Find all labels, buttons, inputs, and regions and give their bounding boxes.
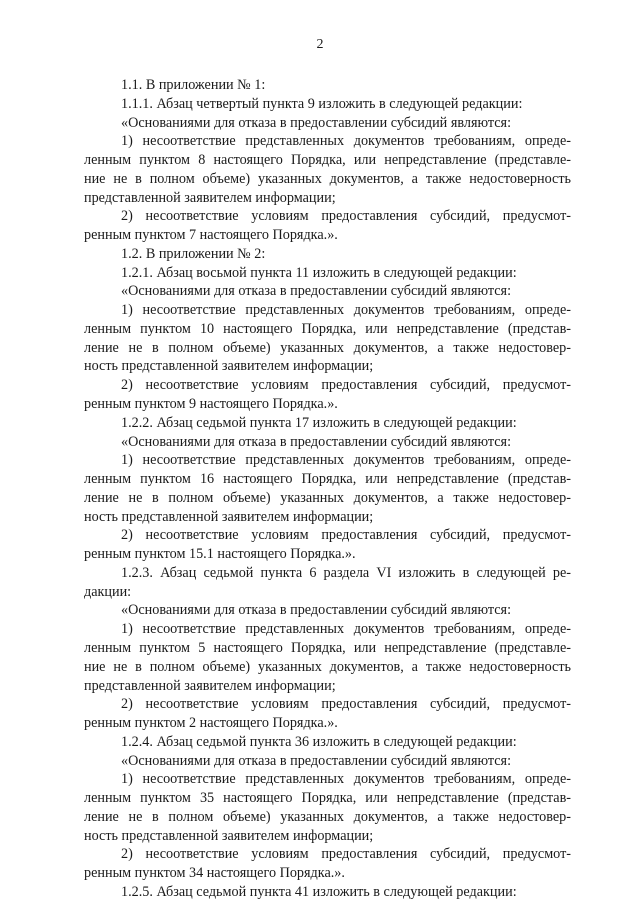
text-line: ленным пунктом 35 настоящего Порядка, или непредставление (представ- <box>84 790 571 807</box>
text-line: 1.1.1. Абзац четвертый пункта 9 изложить в следующей редакции: <box>121 95 523 112</box>
text-line: ренным пунктом 7 настоящего Порядка.». <box>84 227 338 244</box>
text-line: ность представленной заявителем информации; <box>84 827 374 844</box>
text-line: ренным пунктом 9 настоящего Порядка.». <box>84 396 338 413</box>
text-line: представленной заявителем информации; <box>84 677 336 694</box>
text-line: 2) несоответствие условиям предоставления субсидий, предусмот- <box>121 527 571 544</box>
text-line: ренным пунктом 15.1 настоящего Порядка.». <box>84 546 356 563</box>
text-line: 2) несоответствие условиям предоставления субсидий, предусмот- <box>121 208 571 225</box>
text-line: 1) несоответствие представленных документов требованиям, опреде- <box>121 452 571 469</box>
text-line: представленной заявителем информации; <box>84 189 336 206</box>
text-line: ренным пунктом 2 настоящего Порядка.». <box>84 715 338 732</box>
text-line: ность представленной заявителем информации; <box>84 358 374 375</box>
text-line: «Основаниями для отказа в предоставлении субсидий являются: <box>121 114 512 131</box>
text-line: 1.2.2. Абзац седьмой пункта 17 изложить в следующей редакции: <box>121 414 517 431</box>
text-line: 1) несоответствие представленных документов требованиям, опреде- <box>121 302 571 319</box>
text-line: 1.2. В приложении № 2: <box>121 245 266 262</box>
text-line: «Основаниями для отказа в предоставлении субсидий являются: <box>121 283 512 300</box>
text-line: ние не в полном объеме) указанных документов, а также недостоверность <box>84 658 571 675</box>
text-line: 1.2.1. Абзац восьмой пункта 11 изложить в следующей редакции: <box>121 264 517 281</box>
text-line: ление не в полном объеме) указанных документов, а также недостовер- <box>84 489 571 506</box>
text-line: «Основаниями для отказа в предоставлении субсидий являются: <box>121 602 512 619</box>
text-line: 2) несоответствие условиям предоставления субсидий, предусмот- <box>121 846 571 863</box>
text-line: ленным пунктом 16 настоящего Порядка, или непредставление (представ- <box>84 471 571 488</box>
text-line: 1.2.3. Абзац седьмой пункта 6 раздела VI изложить в следующей ре- <box>121 564 571 581</box>
text-line: 1) несоответствие представленных документов требованиям, опреде- <box>121 621 571 638</box>
text-line: ренным пунктом 34 настоящего Порядка.». <box>84 865 345 882</box>
text-line: ление не в полном объеме) указанных документов, а также недостовер- <box>84 339 571 356</box>
text-line: «Основаниями для отказа в предоставлении субсидий являются: <box>121 433 512 450</box>
text-line: ние не в полном объеме) указанных документов, а также недостоверность <box>84 170 571 187</box>
document-body <box>84 76 571 902</box>
text-line: 1.1. В приложении № 1: <box>121 77 266 93</box>
text-line: ленным пунктом 8 настоящего Порядка, или непредставление (представле- <box>84 152 571 169</box>
text-line: ность представленной заявителем информации; <box>84 508 374 525</box>
text-line: 1.2.5. Абзац седьмой пункта 41 изложить в следующей редакции: <box>121 883 517 900</box>
text-line: 1) несоответствие представленных документов требованиям, опреде- <box>121 133 571 150</box>
text-line: дакции: <box>84 583 132 600</box>
page-number: 2 <box>316 37 324 52</box>
text-line: ленным пунктом 10 настоящего Порядка, или непредставление (представ- <box>84 320 571 337</box>
text-line: 2) несоответствие условиям предоставления субсидий, предусмот- <box>121 696 571 713</box>
text-line: ленным пунктом 5 настоящего Порядка, или непредставление (представле- <box>84 639 571 656</box>
text-line: 2) несоответствие условиям предоставления субсидий, предусмот- <box>121 377 571 394</box>
text-line: ление не в полном объеме) указанных документов, а также недостовер- <box>84 808 571 825</box>
text-line: «Основаниями для отказа в предоставлении субсидий являются: <box>121 752 512 769</box>
text-line: 1) несоответствие представленных документов требованиям, опреде- <box>121 771 571 788</box>
text-line: 1.2.4. Абзац седьмой пункта 36 изложить в следующей редакции: <box>121 733 517 750</box>
